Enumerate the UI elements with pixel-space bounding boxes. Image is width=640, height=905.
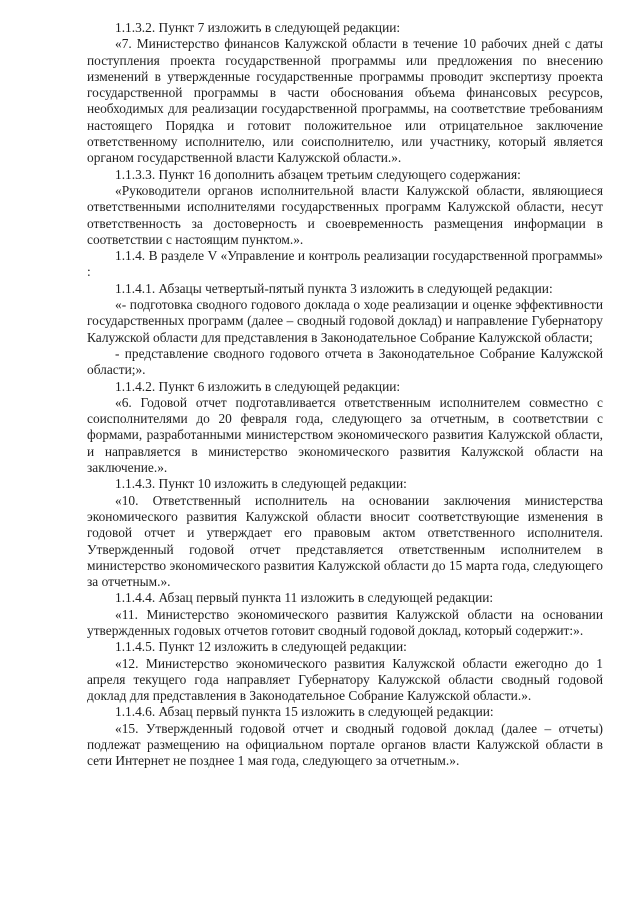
paragraph-1-1-4-1: 1.1.4.1. Абзацы четвертый-пятый пункта 3 изложить в следующей редакции: bbox=[115, 280, 553, 296]
paragraph-heads-responsibility: «Руководители органов исполнительной власти Калужской области, являющиеся ответственными исполнителями государственных программ Калужской области, несут ответственность за достоверность и своевременность размещения информации в соответствии с настоящим пунктом.». bbox=[87, 182, 603, 247]
paragraph-1-1-3-3: 1.1.3.3. Пункт 16 дополнить абзацем третьим следующего содержания: bbox=[115, 166, 521, 182]
paragraph-1-1-4-5: 1.1.4.5. Пункт 12 изложить в следующей редакции: bbox=[115, 639, 407, 655]
paragraph-item-6-text: «6. Годовой отчет подготавливается ответственным исполнителем совместно с соисполнителями до 20 февраля года, следующего за отчетным, в соответствии с формами, разработанными министерством экономического развития Калужской области, и направляется в министерство экономического развития Калужской области на заключение.». bbox=[87, 394, 603, 476]
paragraph-item-15-text: «15. Утвержденный годовой отчет и сводный годовой доклад (далее – отчеты) подлежат размещению на официальном портале органов власти Калужской области в сети Интернет не позднее 1 мая года, следующего за отчетным.». bbox=[87, 720, 603, 769]
paragraph-item-10-text: «10. Ответственный исполнитель на основании заключения министерства экономического развития Калужской области вносит соответствующие изменения в годовой отчет и утверждает его правовым актом ответственного исполнителя. Утвержденный годовой отчет представляется ответственным исполнителем в министерство экономического развития Калужской области до 15 марта года, следующего за отчетным.». bbox=[87, 492, 603, 590]
paragraph-1-1-4-3: 1.1.4.3. Пункт 10 изложить в следующей редакции: bbox=[115, 476, 407, 492]
paragraph-summary-report-preparation: «- подготовка сводного годового доклада о ходе реализации и оценке эффективности государственных программ (далее – сводный годовой доклад) и направление Губернатору Калужской области для представления в Законодательное Собрание Калужской области; bbox=[87, 297, 603, 345]
paragraph-item-12-text: «12. Министерство экономического развития Калужской области ежегодно до 1 апреля текущего года направляет Губернатору Калужской области сводный годовой доклад для представления в Законодательное Собрание Калужской области.». bbox=[87, 655, 603, 704]
paragraph-1-1-4-6: 1.1.4.6. Абзац первый пункта 15 изложить в следующей редакции: bbox=[115, 704, 494, 720]
document-page bbox=[87, 20, 603, 770]
paragraph-item-7-text: «7. Министерство финансов Калужской области в течение 10 рабочих дней с даты поступления проекта государственной программы или предложения по внесению изменений в утвержденные государственные программы проводит экспертизу проекта государственной программы в части обоснования объема финансовых ресурсов, необходимых для реализации государственной программы, на соответствие требованиям настоящего Порядка и готовит положительное или отрицательное заключение ответственному исполнителю, или соисполнителю, или участнику, который является органом государственной власти Калужской области.». bbox=[87, 36, 603, 166]
paragraph-summary-report-submission: - представление сводного годового отчета в Законодательное Собрание Калужской области;». bbox=[87, 345, 603, 378]
paragraph-1-1-4-4: 1.1.4.4. Абзац первый пункта 11 изложить в следующей редакции: bbox=[115, 590, 494, 606]
paragraph-1-1-4-2: 1.1.4.2. Пункт 6 изложить в следующей редакции: bbox=[115, 378, 401, 394]
paragraph-1-1-3-2: 1.1.3.2. Пункт 7 изложить в следующей редакции: bbox=[115, 20, 401, 35]
paragraph-item-11-text: «11. Министерство экономического развития Калужской области на основании утвержденных годовых отчетов готовит сводный годовой доклад, который содержит:». bbox=[87, 606, 603, 638]
paragraph-1-1-4: 1.1.4. В разделе V «Управление и контроль реализации государственной программы» : bbox=[87, 248, 603, 280]
